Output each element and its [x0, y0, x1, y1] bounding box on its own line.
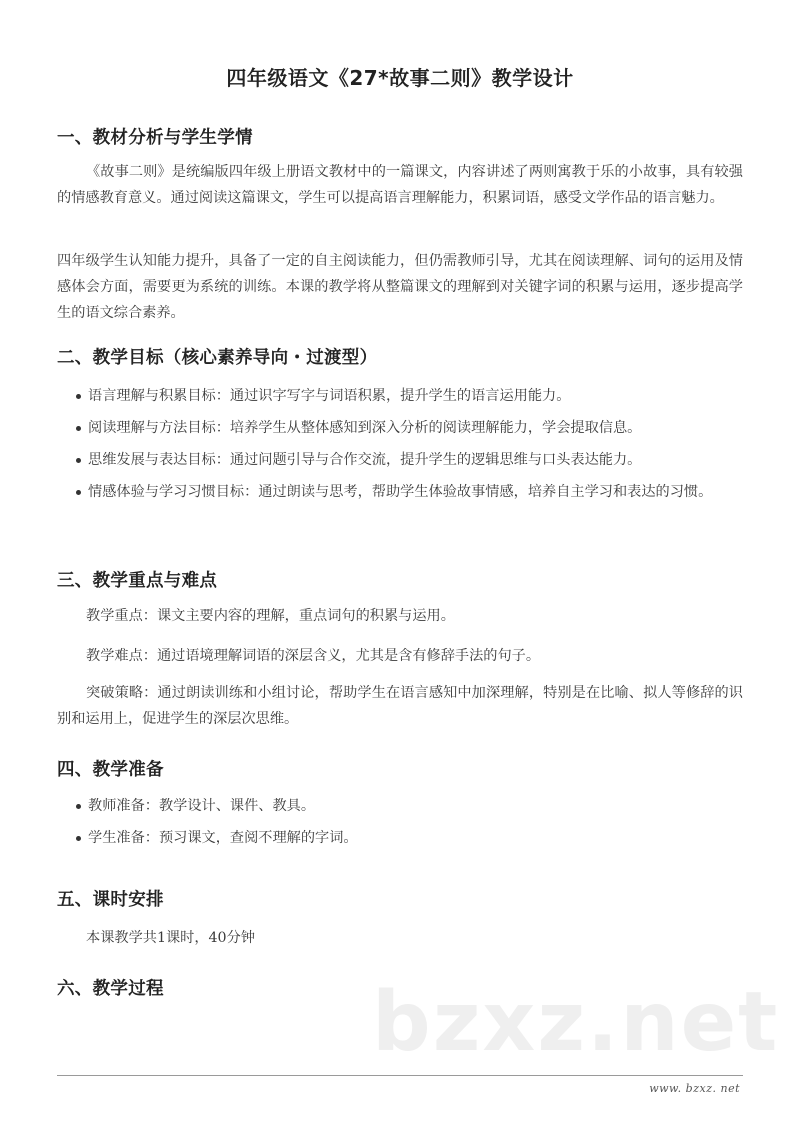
list-item — [74, 793, 744, 819]
bullet-icon — [76, 490, 81, 495]
list-item-text: 思维发展与表达目标：通过问题引导与合作交流，提升学生的逻辑思维与口头表达能力。 — [88, 452, 642, 468]
document-title: 四年级语文《27*故事二则》教学设计 — [226, 66, 574, 90]
section-heading-key-points: 三、教学重点与难点 — [57, 571, 218, 591]
watermark: bzxz.net — [372, 975, 780, 1070]
section-paragraph: 《故事二则》是统编版四年级上册语文教材中的一篇课文，内容讲述了两则寓教于乐的小故事，具有较强的情感教育意义。通过阅读这篇课文，学生可以提高语言理解能力，积累词语，感受文学作品的语言魅力。 — [57, 164, 743, 206]
bullet-icon — [76, 804, 81, 809]
list-item — [74, 447, 744, 473]
footer-url: www. bzxz. net — [649, 1082, 740, 1095]
section-heading-schedule: 五、课时安排 — [57, 890, 164, 910]
objectives-list — [74, 383, 744, 505]
list-item — [74, 479, 744, 505]
preparation-list — [74, 793, 744, 851]
list-item-text: 阅读理解与方法目标：培养学生从整体感知到深入分析的阅读理解能力，学会提取信息。 — [88, 420, 642, 436]
section-heading-textbook-analysis: 一、教材分析与学生学情 — [57, 128, 253, 148]
section-heading-teaching-objectives: 二、教学目标（核心素养导向・过渡型） — [57, 348, 378, 368]
list-item-text: 学生准备：预习课文，查阅不理解的字词。 — [88, 830, 358, 846]
bullet-icon — [76, 836, 81, 841]
bullet-icon — [76, 394, 81, 399]
difficulty-paragraph: 教学难点：通过语境理解词语的深层含义，尤其是含有修辞手法的句子。 — [86, 648, 541, 664]
key-point-paragraph: 教学重点：课文主要内容的理解，重点词句的积累与运用。 — [86, 608, 455, 624]
bullet-icon — [76, 426, 81, 431]
list-item-text: 语言理解与积累目标：通过识字写字与词语积累，提升学生的语言运用能力。 — [88, 388, 571, 404]
list-item — [74, 825, 744, 851]
strategy-paragraph: 突破策略：通过朗读训练和小组讨论，帮助学生在语言感知中加深理解，特别是在比喻、拟人等修辞的识别和运用上，促进学生的深层次思维。 — [57, 685, 743, 727]
section-heading-preparation: 四、教学准备 — [57, 760, 164, 780]
list-item — [74, 415, 744, 441]
bullet-icon — [76, 458, 81, 463]
footer-divider — [57, 1075, 743, 1076]
schedule-paragraph: 本课教学共1课时，40分钟 — [86, 930, 255, 946]
section-paragraph: 四年级学生认知能力提升，具备了一定的自主阅读能力，但仍需教师引导，尤其在阅读理解、词句的运用及情感体会方面，需要更为系统的训练。本课的教学将从整篇课文的理解到对关键字词的积累与运用，逐步提高学生的语文综合素养。 — [57, 253, 743, 321]
list-item-text: 情感体验与学习习惯目标：通过朗读与思考，帮助学生体验故事情感，培养自主学习和表达的习惯。 — [88, 484, 713, 500]
section-heading-teaching-process: 六、教学过程 — [57, 979, 164, 999]
list-item-text: 教师准备：教学设计、课件、教具。 — [88, 798, 316, 814]
list-item — [74, 383, 744, 409]
